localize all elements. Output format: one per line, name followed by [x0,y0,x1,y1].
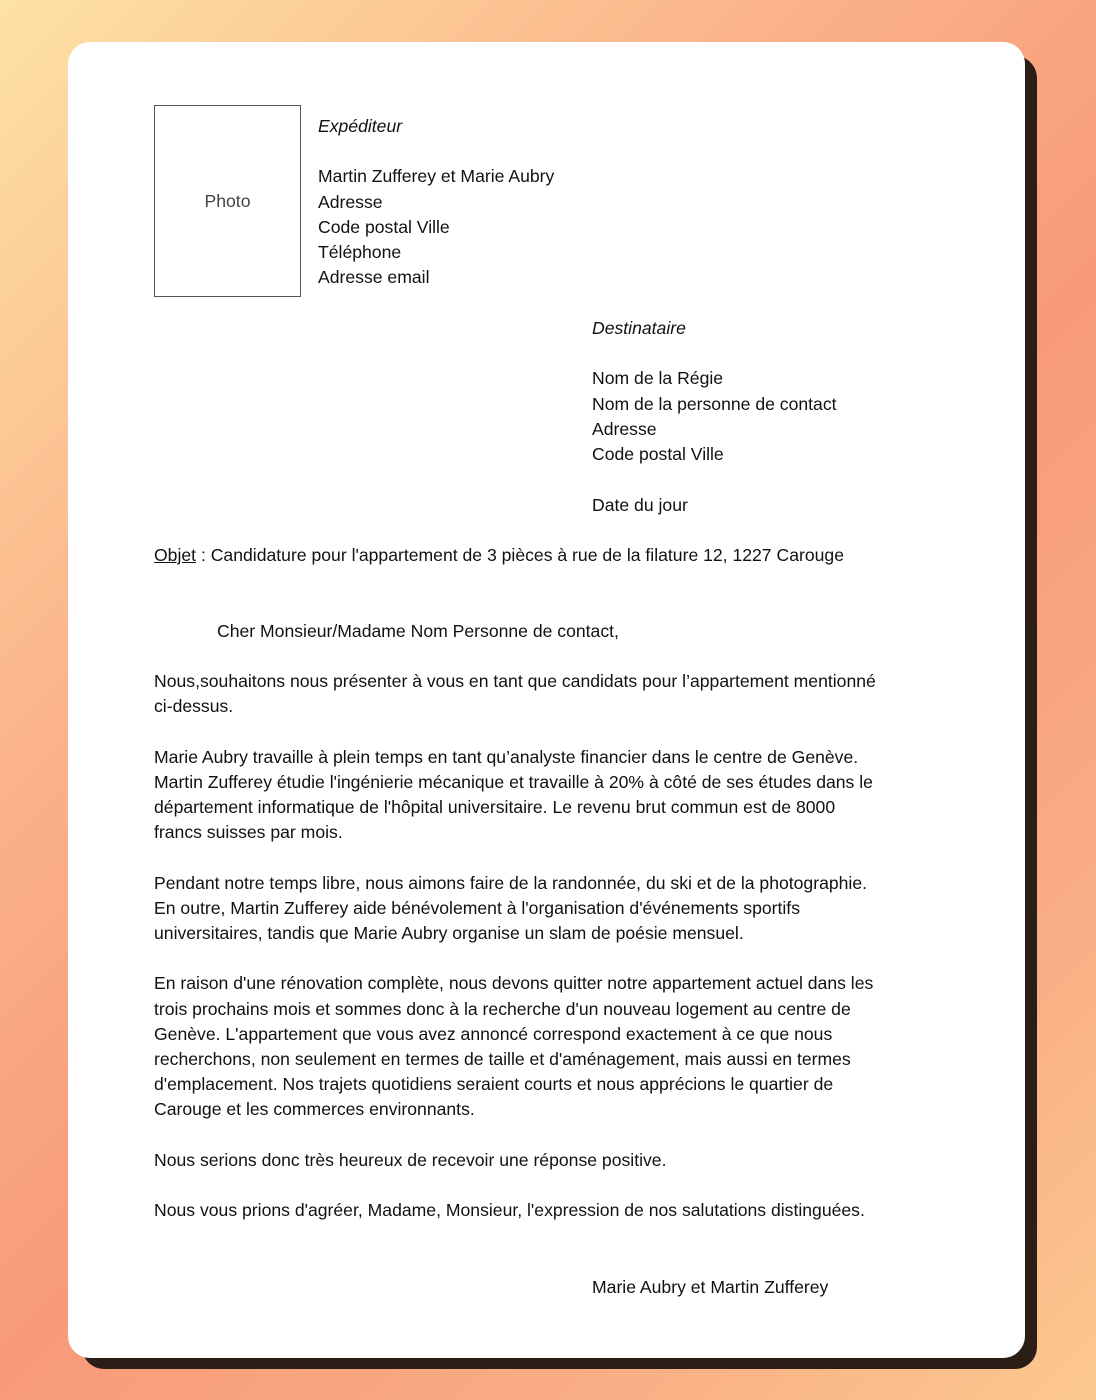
sender-line: Code postal Ville [318,216,450,237]
letter-body [154,669,954,1249]
paragraph [154,1148,954,1173]
paragraph-line: département informatique de l'hôpital universitaire. Le revenu brut commun est de 8000 [154,797,836,817]
recipient-line: Nom de la Régie [592,368,724,389]
paragraph-line: d'emplacement. Nos trajets quotidiens seraient courts et nous apprécions le quartier de [154,1074,834,1095]
paragraph-line: Pendant notre temps libre, nous aimons faire de la randonnée, du ski et de la photographie. [154,872,868,893]
paragraph-line: En outre, Martin Zufferey aide bénévolement à l'organisation d'événements sportifs [154,897,800,918]
paragraph-line: Carouge et les commerces environnants. [154,1099,475,1120]
paragraph-line: Marie Aubry travaille à plein temps en tant qu’analyste financier dans le centre de Genève. [154,746,859,767]
recipient-line: Nom de la personne de contact [592,393,837,414]
paragraph-line: Nous vous prions d'agréer, Madame, Monsieur, l'expression de nos salutations distinguées. [154,1200,865,1221]
paragraph [154,1198,954,1223]
paragraph [154,745,954,846]
sender-heading: Expéditeur [318,116,403,136]
paragraph-line: recherchons, non seulement en termes de taille et d'aménagement, mais aussi en termes [154,1049,851,1069]
paragraph [154,669,954,719]
photo-label: Photo [204,190,251,211]
sender-line: Martin Zufferey et Marie Aubry [318,166,555,187]
sender-line: Téléphone [318,242,402,263]
sender-line: Adresse email [318,267,430,288]
sender-line: Adresse [318,191,383,212]
recipient-heading: Destinataire [592,318,686,338]
paragraph-line: Nous,souhaitons nous présenter à vous en tant que candidats pour l’appartement mentionné [154,671,876,691]
paragraph-line: Genève. L'appartement que vous avez annoncé correspond exactement à ce que nous [154,1023,833,1044]
photo-placeholder [154,105,301,297]
paragraph-line: Nous serions donc très heureux de recevoir une réponse positive. [154,1149,667,1170]
paragraph-line: francs suisses par mois. [154,822,343,843]
paragraph-line: En raison d'une rénovation complète, nous devons quitter notre appartement actuel dans les [154,973,874,994]
paragraph-line: trois prochains mois et sommes donc à la recherche d'un nouveau logement au centre de [154,998,851,1019]
paragraph [154,871,954,947]
greeting: Cher Monsieur/Madame Nom Personne de contact, [217,621,619,641]
paragraph-line: ci-dessus. [154,696,234,717]
letter-date: Date du jour [592,495,688,515]
signature: Marie Aubry et Martin Zufferey [592,1277,829,1297]
letter-page [68,42,1025,1358]
recipient-block [592,316,837,467]
paragraph-line: Martin Zufferey étudie l'ingénierie mécanique et travaille à 20% à côté de ses études dans le [154,771,873,792]
paragraph [154,971,954,1122]
subject-text: : Candidature pour l'appartement de 3 pièces à rue de la filature 12, 1227 Carouge [196,545,844,565]
recipient-line: Adresse [592,418,657,439]
recipient-line: Code postal Ville [592,444,724,465]
subject-line [154,543,844,568]
paragraph-line: universitaires, tandis que Marie Aubry organise un slam de poésie mensuel. [154,923,744,943]
sender-block [318,114,554,290]
subject-label: Objet [154,545,197,565]
